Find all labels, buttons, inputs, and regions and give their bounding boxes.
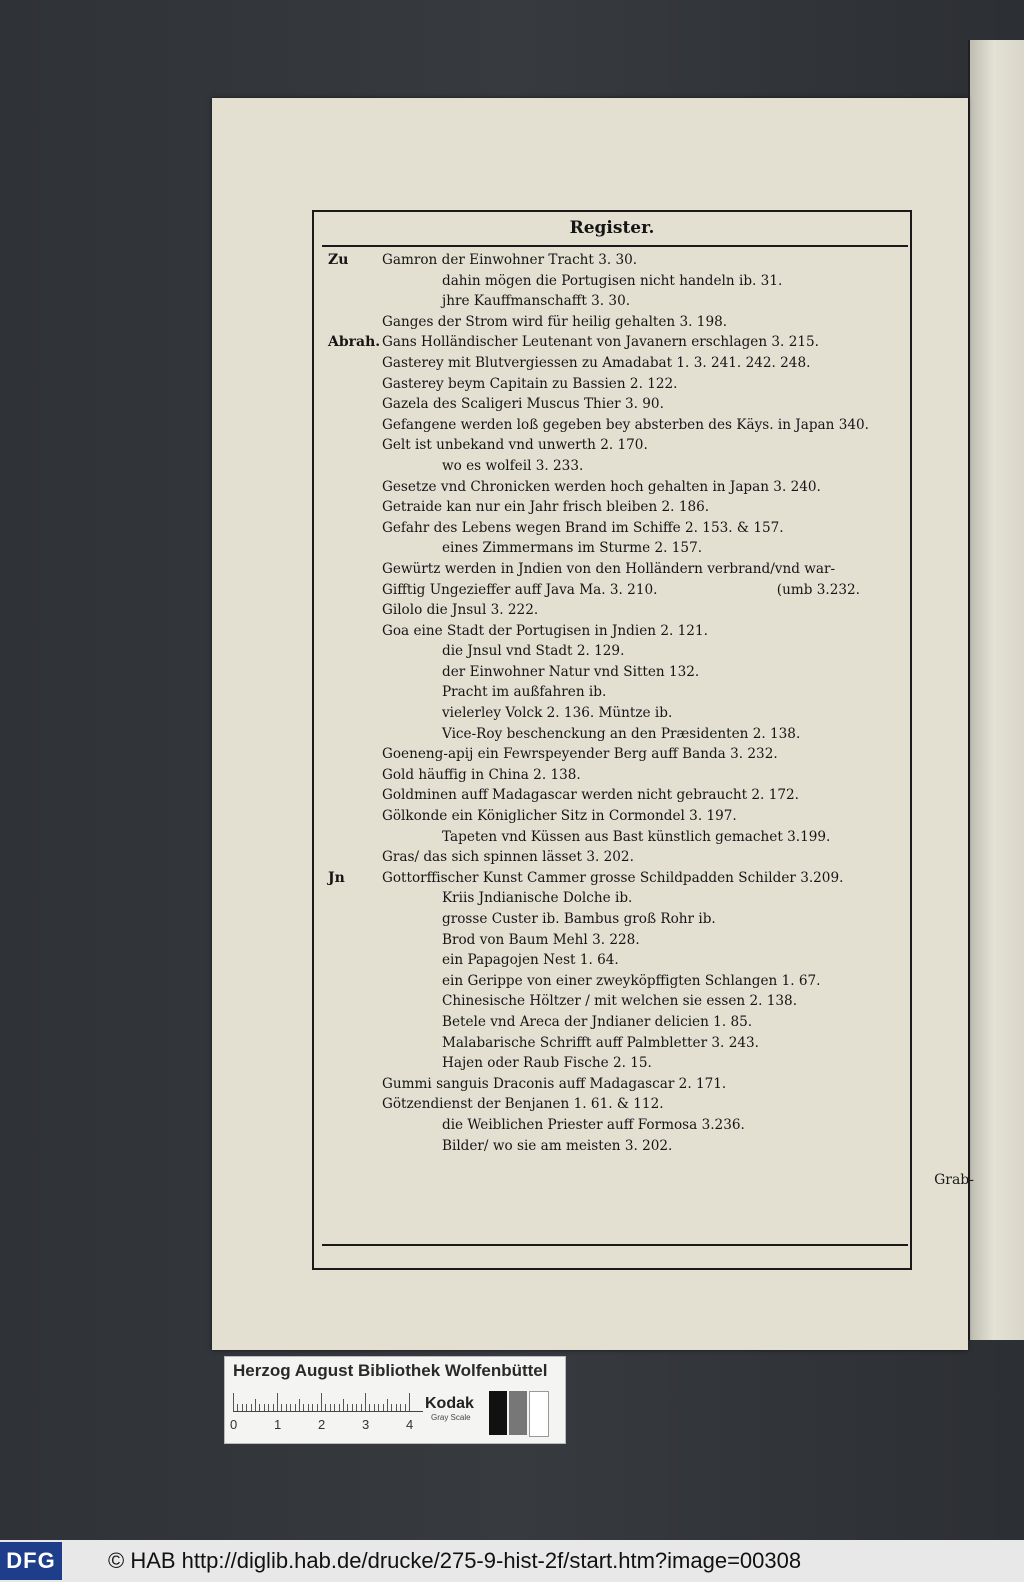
entry-text: Gifftig Ungezieffer auff Java Ma. 3. 210.: [382, 581, 658, 598]
entry-text: die Weiblichen Priester auff Formosa 3.236.: [442, 1116, 745, 1133]
page-header: Register.: [569, 218, 655, 238]
entry-text: Vice-Roy beschenckung an den Præsidenten 2. 138.: [442, 725, 801, 742]
ruler-tick: [237, 1404, 238, 1411]
gray-swatch-black: [489, 1391, 507, 1435]
entry-text: Gefahr des Lebens wegen Brand im Schiffe 2. 153. & 157.: [382, 519, 784, 536]
ruler-tick: [273, 1404, 274, 1411]
register-entry: [314, 600, 910, 621]
ruler-tick: [347, 1404, 348, 1411]
register-entry: [314, 394, 910, 415]
register-entry: [314, 888, 910, 909]
register-entry: [314, 250, 910, 271]
footer-bar: [0, 1540, 1024, 1582]
entry-text: Gasterey beym Capitain zu Bassien 2. 122.: [382, 375, 678, 392]
entry-text: Kriis Jndianische Dolche ib.: [442, 890, 633, 907]
ruler-tick: [281, 1404, 282, 1411]
ruler-tick: [286, 1404, 287, 1411]
ruler-tick: [290, 1404, 291, 1411]
register-entry: [314, 1033, 910, 1054]
register-entry: [314, 703, 910, 724]
register-entries: [314, 250, 910, 1156]
entry-text: grosse Custer ib. Bambus groß Rohr ib.: [442, 911, 716, 927]
register-entry: [314, 374, 910, 395]
register-entry: [314, 806, 910, 827]
register-entry: [314, 1115, 910, 1136]
ruler-tick: [405, 1404, 406, 1411]
ruler-tick: [400, 1404, 401, 1411]
entry-text: Goa eine Stadt der Portugisen in Jndien 2. 121.: [382, 622, 708, 639]
ruler-tick: [303, 1404, 304, 1411]
register-entry: [314, 1012, 910, 1033]
facing-page-edge: [968, 40, 1024, 1340]
ruler-tick: [387, 1399, 388, 1411]
register-entry: [314, 930, 910, 951]
entry-text: Gazela des Scaligeri Muscus Thier 3. 90.: [382, 396, 664, 413]
ruler-tick: [259, 1404, 260, 1411]
ruler-tick: [369, 1404, 370, 1411]
ruler-tick: [352, 1404, 353, 1411]
entry-text: jhre Kauffmanschafft 3. 30.: [442, 293, 631, 310]
entry-text: Bilder/ wo sie am meisten 3. 202.: [442, 1137, 673, 1154]
entry-text: wo es wolfeil 3. 233.: [442, 457, 584, 474]
entry-text: Gefangene werden loß gegeben bey absterben des Käys. in Japan 340.: [382, 416, 869, 433]
register-entry: [314, 765, 910, 786]
entry-text: Gewürtz werden in Jndien von den Holländern verbrand/vnd war-: [382, 560, 836, 577]
entry-text: Goeneng-apij ein Fewrspeyender Berg auff Banda 3. 232.: [382, 746, 778, 763]
kodak-logo: Kodak: [425, 1395, 474, 1412]
ruler-tick: [251, 1404, 252, 1411]
register-entry: [314, 580, 910, 601]
ruler-tick: [330, 1404, 331, 1411]
register-entry: [314, 950, 910, 971]
ruler-tick: [308, 1404, 309, 1411]
ruler-tick: [361, 1404, 362, 1411]
ruler-number: 1: [274, 1417, 282, 1432]
ruler-tick: [317, 1404, 318, 1411]
entry-continuation: (umb 3.232.: [776, 581, 860, 598]
entry-text: dahin mögen die Portugisen nicht handeln ib. 31.: [442, 272, 783, 289]
entry-text: vielerley Volck 2. 136. Müntze ib.: [442, 705, 673, 722]
register-entry: [314, 641, 910, 662]
register-entry: [314, 332, 910, 353]
ruler-tick: [374, 1404, 375, 1411]
register-entry: [314, 785, 910, 806]
entry-text: Gesetze vnd Chronicken werden hoch gehalten in Japan 3. 240.: [382, 478, 821, 495]
ruler-number: 4: [406, 1417, 414, 1432]
ruler-tick: [321, 1393, 322, 1411]
register-entry: [314, 353, 910, 374]
entry-text: Brod von Baum Mehl 3. 228.: [442, 931, 640, 948]
register-entry: [314, 435, 910, 456]
entry-text: Götzendienst der Benjanen 1. 61. & 112.: [382, 1096, 664, 1113]
entry-text: Hajen oder Raub Fische 2. 15.: [442, 1055, 652, 1072]
ruler-tick: [268, 1404, 269, 1411]
ruler-tick: [295, 1404, 296, 1411]
ruler-tick: [409, 1393, 410, 1411]
ruler-tick: [325, 1404, 326, 1411]
margin-mark: Jn: [328, 869, 345, 886]
register-entry: [314, 415, 910, 436]
ruler-number: 0: [230, 1417, 238, 1432]
entry-text: Gelt ist unbekand vnd unwerth 2. 170.: [382, 437, 648, 454]
text-frame: [312, 210, 912, 1270]
register-entry: [314, 518, 910, 539]
register-entry: [314, 1136, 910, 1157]
entry-text: Gottorffischer Kunst Cammer grosse Schildpadden Schilder 3.209.: [382, 869, 844, 886]
register-entry: [314, 497, 910, 518]
entry-text: Pracht im außfahren ib.: [442, 684, 607, 701]
catchword: Grab-: [934, 1172, 974, 1188]
entry-text: Gummi sanguis Draconis auff Madagascar 2. 171.: [382, 1075, 727, 1092]
ruler-tick: [356, 1404, 357, 1411]
library-color-target: [224, 1356, 566, 1444]
dfg-logo: DFG: [0, 1542, 62, 1580]
register-entry: [314, 271, 910, 292]
ruler-tick: [233, 1393, 234, 1411]
kodak-subtitle: Gray Scale: [431, 1413, 471, 1422]
register-entry: [314, 312, 910, 333]
register-entry: [314, 456, 910, 477]
margin-mark: Abrah.: [328, 334, 381, 351]
entry-text: Chinesische Höltzer / mit welchen sie essen 2. 138.: [442, 993, 798, 1010]
entry-text: Gamron der Einwohner Tracht 3. 30.: [382, 252, 638, 268]
entry-text: der Einwohner Natur vnd Sitten 132.: [442, 663, 700, 680]
gray-swatch-white: [529, 1391, 549, 1437]
register-entry: [314, 477, 910, 498]
ruler-tick: [378, 1404, 379, 1411]
entry-text: Gras/ das sich spinnen lässet 3. 202.: [382, 849, 634, 866]
entry-text: Ganges der Strom wird für heilig gehalten 3. 198.: [382, 313, 728, 330]
register-entry: [314, 971, 910, 992]
register-entry: [314, 291, 910, 312]
entry-text: Malabarische Schrifft auff Palmbletter 3. 243.: [442, 1034, 759, 1051]
register-entry: [314, 847, 910, 868]
register-entry: [314, 1094, 910, 1115]
bottom-rule: [322, 1244, 908, 1246]
library-name: Herzog August Bibliothek Wolfenbüttel: [233, 1361, 548, 1380]
ruler-tick: [334, 1404, 335, 1411]
ruler-tick: [242, 1404, 243, 1411]
footer-source-link[interactable]: © HAB http://diglib.hab.de/drucke/275-9-hist-2f/start.htm?image=00308: [108, 1548, 802, 1573]
entry-text: Gölkonde ein Königlicher Sitz in Cormondel 3. 197.: [382, 808, 737, 825]
ruler-tick: [299, 1399, 300, 1411]
register-entry: [314, 827, 910, 848]
ruler-tick: [312, 1404, 313, 1411]
entry-text: ein Gerippe von einer zweyköpffigten Schlangen 1. 67.: [442, 972, 821, 989]
entry-text: Gasterey mit Blutvergiessen zu Amadabat 1. 3. 241. 242. 248.: [382, 354, 811, 371]
book-page: [212, 98, 974, 1350]
register-entry: [314, 724, 910, 745]
ruler-tick: [246, 1404, 247, 1411]
register-entry: [314, 868, 910, 889]
register-entry: [314, 744, 910, 765]
ruler-tick: [391, 1404, 392, 1411]
register-entry: [314, 909, 910, 930]
register-entry: [314, 1074, 910, 1095]
register-entry: [314, 559, 910, 580]
ruler-tick: [383, 1404, 384, 1411]
scale-ruler: [233, 1391, 423, 1412]
entry-text: Tapeten vnd Küssen aus Bast künstlich gemachet 3.199.: [442, 828, 831, 845]
ruler-tick: [365, 1393, 366, 1411]
register-entry: [314, 662, 910, 683]
entry-text: eines Zimmermans im Sturme 2. 157.: [442, 540, 703, 557]
entry-text: ein Papagojen Nest 1. 64.: [442, 952, 619, 969]
ruler-tick: [255, 1399, 256, 1411]
gray-swatch-mid: [509, 1391, 527, 1435]
ruler-tick: [277, 1393, 278, 1411]
ruler-tick: [264, 1404, 265, 1411]
ruler-number: 3: [362, 1417, 370, 1432]
register-entry: [314, 621, 910, 642]
entry-text: Gilolo die Jnsul 3. 222.: [382, 602, 539, 619]
entry-text: Betele vnd Areca der Jndianer delicien 1. 85.: [442, 1013, 753, 1030]
entry-text: Getraide kan nur ein Jahr frisch bleiben 2. 186.: [382, 499, 710, 516]
register-entry: [314, 991, 910, 1012]
ruler-tick: [343, 1399, 344, 1411]
ruler-tick: [339, 1404, 340, 1411]
header-rule: [322, 245, 908, 247]
ruler-tick: [396, 1404, 397, 1411]
register-entry: [314, 1053, 910, 1074]
register-entry: [314, 538, 910, 559]
entry-text: Gold häuffig in China 2. 138.: [382, 766, 581, 783]
register-entry: [314, 682, 910, 703]
entry-text: Goldminen auff Madagascar werden nicht gebraucht 2. 172.: [382, 787, 799, 804]
entry-text: die Jnsul vnd Stadt 2. 129.: [442, 643, 625, 660]
entry-text: Gans Holländischer Leutenant von Javanern erschlagen 3. 215.: [382, 334, 819, 351]
ruler-number: 2: [318, 1417, 326, 1432]
margin-mark: Zu: [328, 252, 349, 268]
